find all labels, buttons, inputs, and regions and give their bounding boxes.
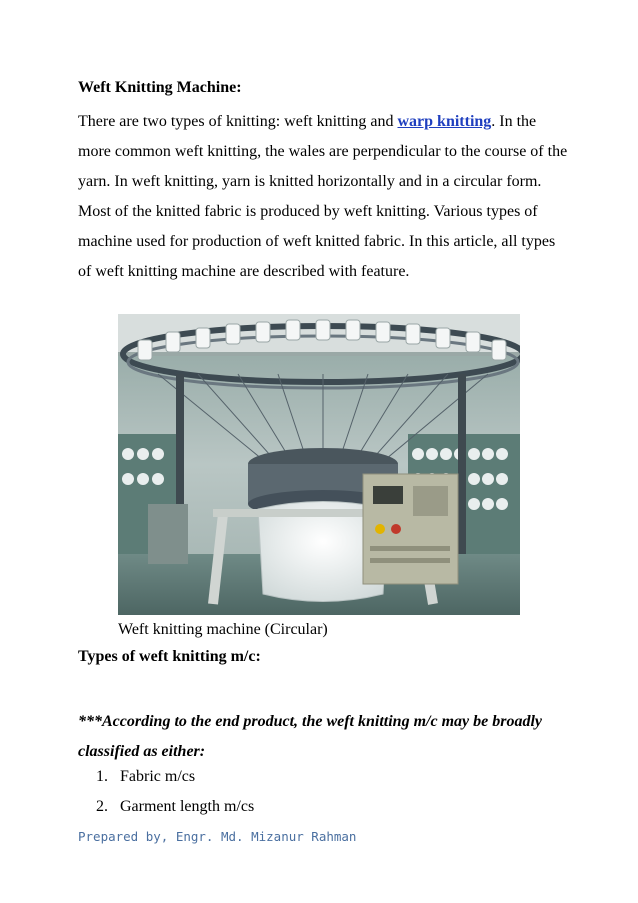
section-heading: Weft Knitting Machine: — [78, 79, 242, 96]
figure-caption: Weft knitting machine (Circular) — [118, 621, 328, 638]
intro-paragraph — [78, 107, 568, 287]
classification-statement: ***According to the end product, the weft knitting m/c may be broadly classified as either: — [78, 713, 542, 760]
list-item — [96, 762, 254, 792]
warp-knitting-link[interactable]: warp knitting — [397, 113, 492, 130]
paragraph-text-start: There are two types of knitting: weft knitting and — [78, 113, 398, 130]
list-item-number: 1. — [96, 768, 108, 785]
list-item-text: Garment length m/cs — [120, 798, 255, 815]
types-subheading: Types of weft knitting m/c: — [78, 648, 261, 665]
paragraph-text-end: . In the more common weft knitting, the wales are perpendicular to the course of the yarn. In weft knitting, yarn is knitted horizontally and in a circular form. Most of the knitted fabric is produced by weft knitting. Various types of machine used for production of weft knitted fabric. In this article, all types of weft knitting machine are described with feature. — [78, 113, 568, 280]
machine-type-list — [96, 762, 254, 822]
list-item-text: Fabric m/cs — [120, 768, 196, 785]
list-item — [96, 792, 254, 822]
circular-knitting-machine-photo — [118, 314, 520, 615]
list-item-number: 2. — [96, 798, 108, 815]
page-footer: Prepared by, Engr. Md. Mizanur Rahman — [78, 829, 357, 844]
